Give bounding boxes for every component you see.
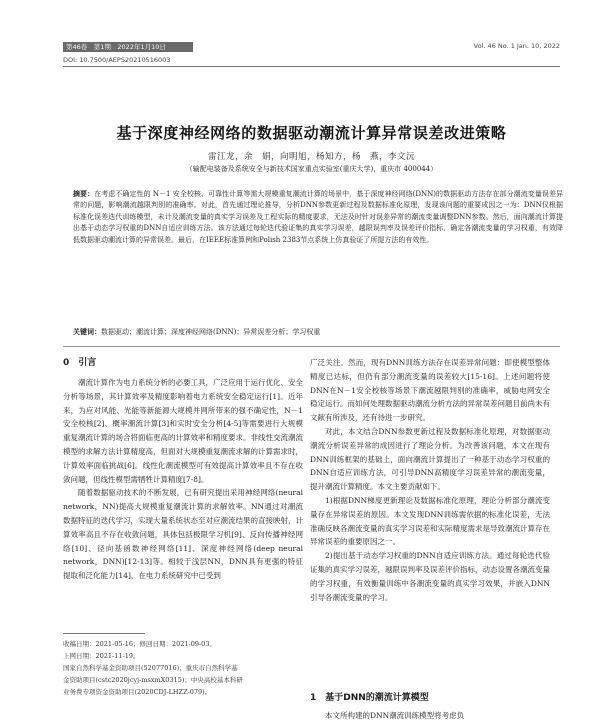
keywords-text: 数据驱动；潮流计算；深度神经网络(DNN)；异常误差分析；学习权重 (101, 328, 321, 336)
abstract-label: 摘要： (73, 190, 95, 198)
header-rule (63, 66, 560, 67)
keywords (73, 327, 563, 338)
footnote-line: 收稿日期：2021-05-16；修回日期：2021-09-03。 (63, 640, 216, 648)
contribution-item: 1)根据DNN梯度更新理论及数据标准化原理，理论分析部分潮流变量存在异常误差的原因。本文发现DNN训练需依据的标准化误差，无法准确反映各潮流变量的真实学习误差和实际精度需求是导致潮流计算存在异常误差的重要原因之一。 (310, 495, 550, 547)
journal-issue-banner: 第46卷 第1期 2022年1月10日 (63, 42, 193, 52)
footnote-line: 业务费专项资金资助项目(2020CDJ-LHZZ-079)。 (63, 688, 212, 696)
footnotes (63, 638, 303, 698)
intro-paragraph: 广泛关注。然而，现有DNN训练方法存在误差异常问题：即使模型整体精度已达标，但仍有部分潮流变量的误差较大[15-16]。上述问题将使DNN在N－1安全校核等场景下潮流越限判别的准确率，威胁电网安全稳定运行。而如何处理数据驱动潮流分析方法的异常误差问题目前尚未有文献有所涉及，还有待进一步研究。 (310, 358, 550, 423)
left-column (63, 356, 303, 583)
keywords-label: 关键词： (73, 328, 101, 336)
section1-heading: 1 基于DNN的潮流计算模型 (310, 693, 429, 703)
paper-title: 基于深度神经网络的数据驱动潮流计算异常误差改进策略 (116, 124, 507, 142)
section1-first-line: 本文所构建的DNN潮流训练模型将考虑负 (325, 711, 465, 720)
right-column (310, 356, 550, 604)
intro-paragraph: 对此，本文结合DNN参数更新过程及数据标准化原理，对数据驱动潮流分析误差异常的成因进行了理论分析。为改善该问题，本文在现有DNN训练框架的基础上，面向潮流计算提出了一种基于动态学习权重的DNN自适应训练方法，可引导DNN高精度学习误差异常的潮流变量，提升潮流计算精度。本文主要贡献如下。 (310, 426, 550, 492)
intro-heading: 0 引言 (63, 358, 97, 368)
authors: 雷江龙，余 娟，向明旭，杨知方，杨 燕，李文沅 (207, 152, 415, 162)
intro-paragraph: 随着数据驱动技术的不断发展，已有研究提出采用神经网络(neural network，NN)提高大规模重复潮流计算的求解效率。NN通过对潮流数据特征的迭代学习，实现大量系统状态至对应潮流结果的直接映射，计算效率高且不存在收敛问题，具体包括极限学习机[9]、反向传播神经网络[10]、径向基函数神经网络[11]、深度神经网络(deep neural network，DNN)[12-13]等。相较于浅层NN，DNN具有更强的特征提取和泛化能力[14]，在电力系统研究中已受到 (63, 488, 303, 581)
intro-paragraph: 潮流计算作为电力系统分析的必要工具，广泛应用于运行优化、安全分析等场景，其计算效率及精度影响着电力系统安全稳定运行[1]。近年来，为应对风能、光能等新能源大规模并网所带来的强不确定性，N－1安全校核[2]、概率潮流计算[3]和实时安全分析[4-5]等需要进行大规模重复潮流计算的场合将面临更高的计算效率和精度要求。非线性交流潮流模型的求解方法计算精度高，但面对大规模重复潮流求解的计算需求时，计算效率面临挑战[6]。线性化潮流模型可有效提高计算效率且不存在收敛问题，但线性模型需牺牲计算精度[7-8]。 (63, 378, 303, 484)
abstract-text: 在考虑不确定性的 N－1 安全校核、可靠性计算等需大规模重复潮流计算的场景中，基于深度神经网络(DNN)的数据驱动方法存在部分潮流变量误差异常的问题，影响潮流越限判别的准确率。对此，首先通过理论推导，分析DNN参数更新过程及数据标准化原理，发现该问题的重要成因之一为：DNN仅根据标准化误差迭代训练模型，未计及潮流变量的真实学习误差及工程实际的精度要求，无法及时针对误差异常的潮流变量调整DNN参数。然后，面向潮流计算提出基于动态学习权重的DNN自适应训练方法。该方法通过每轮迭代验证集的真实学习误差，越限误判率及误差评价指标，确定各潮流变量的学习权重，有效降低数据驱动潮流计算的异常误差。最后，在IEEE标准算例和Polish 2383节点系统上仿真验证了所提方法的有效性。 (73, 190, 563, 244)
contribution-item: 2)提出基于动态学习权重的DNN自适应训练方法。通过每轮迭代验证集的真实学习误差，越限误判率及误差评价指标，动态设置各潮流变量的学习权重，有效衡量训练中各潮流变量的真实学习效果，并嵌入DNN引导各潮流变量的学习。 (310, 551, 550, 602)
doi: DOI: 10.7500/AEPS20210516003 (63, 56, 171, 64)
abstract (73, 189, 563, 246)
abstract-divider (63, 346, 560, 347)
affiliation: （输配电装备及系统安全与新技术国家重点实验室(重庆大学)，重庆市 400044） (185, 165, 438, 173)
volume-info: Vol. 46 No. 1 Jan. 10, 2022 (473, 42, 560, 50)
footnote-line: 金资助项目(cstc2020jcyj-msxmX0315)；中央高校基本科研 (63, 676, 243, 684)
footnote-line: 国家自然科学基金资助项目(52077016)；重庆市自然科学基 (63, 664, 238, 672)
footnote-line: 上网日期：2021-11-19。 (63, 652, 140, 660)
footnote-rule (63, 633, 145, 634)
